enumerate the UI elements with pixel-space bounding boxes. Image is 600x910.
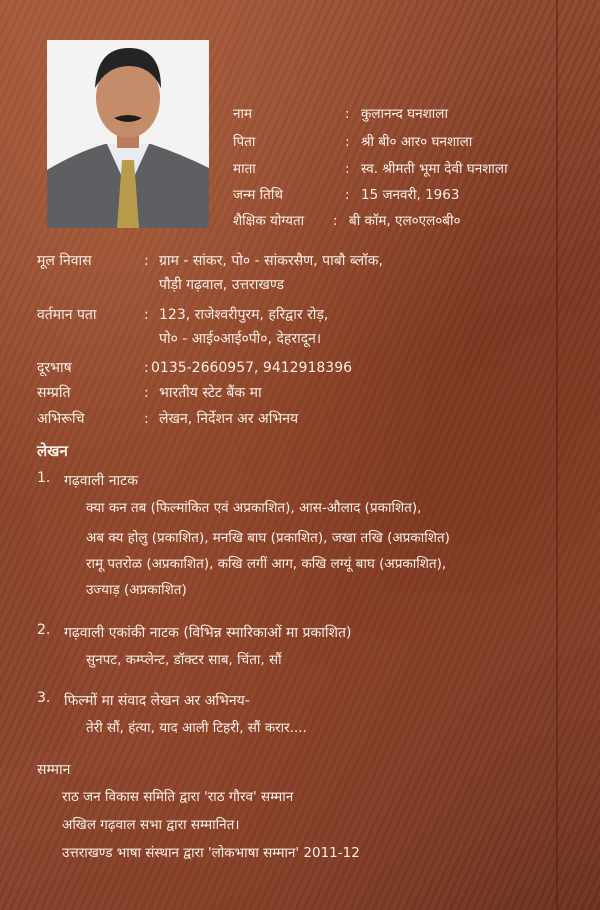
phone-value: 0135-2660957, 9412918396: [151, 360, 353, 376]
interest-label: अभिरूचि: [37, 411, 85, 427]
dob-label: जन्म तिथि: [233, 187, 283, 203]
honor-item-1: राठ जन विकास समिति द्वारा 'राठ गौरव' सम्मान: [62, 789, 294, 805]
current-label: सम्प्रति: [37, 385, 71, 401]
page-fold: [556, 0, 558, 910]
section-2-title: गढ़वाली एकांकी नाटक (विभिन्न स्मारिकाओं मा प्रकाशित): [64, 625, 352, 641]
address-label: वर्तमान पता: [37, 307, 97, 323]
name-label: नाम: [233, 106, 253, 122]
colon: :: [144, 385, 149, 401]
name-value: कुलानन्द घनशाला: [361, 106, 448, 122]
father-label: पिता: [233, 134, 256, 150]
section-1-number: 1.: [37, 470, 51, 486]
education-value: बी कॉम, एल०एल०बी०: [349, 213, 461, 229]
mother-value: स्व. श्रीमती भूमा देवी घनशाला: [361, 161, 508, 177]
section-2-line-1: सुनपट, कम्प्लेन्ट, डॉक्टर साब, चिंता, सौं: [86, 652, 282, 668]
dob-value: 15 जनवरी, 1963: [361, 187, 460, 203]
portrait-photo: [47, 40, 209, 228]
education-label: शैक्षिक योग्यता: [233, 213, 305, 229]
colon: :: [333, 213, 338, 229]
native-line-1: ग्राम - सांकर, पो० - सांकरसैण, पाबौ ब्लॉक,: [159, 253, 384, 269]
colon: :: [144, 253, 149, 269]
section-1-line-2: अब क्य होलु (प्रकाशित), मनखि बाघ (प्रकाशित), जखा तखि (अप्रकाशित): [86, 530, 450, 546]
mother-label: माता: [233, 161, 256, 177]
section-2-number: 2.: [37, 622, 51, 638]
honor-item-2: अखिल गढ़वाल सभा द्वारा सम्मानित।: [62, 817, 240, 833]
current-value: भारतीय स्टेट बैंक मा: [159, 385, 262, 401]
colon: :: [345, 161, 350, 177]
section-1-line-3: रामू पतरोळ (अप्रकाशित), कखि लगीं आग, कखि लग्यूं बाघ (अप्रकाशित),: [86, 556, 447, 572]
honor-item-3: उत्तराखण्ड भाषा संस्थान द्वारा 'लोकभाषा सम्मान' 2011-12: [62, 845, 360, 861]
section-1-title: गढ़वाली नाटक: [64, 473, 138, 489]
native-line-2: पौड़ी गढ़वाल, उत्तराखण्ड: [159, 277, 285, 293]
section-3-number: 3.: [37, 690, 51, 706]
native-label: मूल निवास: [37, 253, 92, 269]
honors-heading: सम्मान: [37, 762, 71, 778]
interest-value: लेखन, निर्देशन अर अभिनय: [159, 411, 299, 427]
colon: :: [144, 307, 149, 323]
colon: :: [144, 360, 149, 376]
section-1-line-4: उज्याड़ (अप्रकाशित): [86, 582, 187, 598]
writing-heading: लेखन: [37, 442, 68, 460]
address-line-2: पो० - आई०आई०पी०, देहरादून।: [159, 331, 322, 347]
section-1-line-1: क्या कन तब (फिल्मांकित एवं अप्रकाशित), आस-औलाद (प्रकाशित),: [86, 500, 422, 516]
colon: :: [345, 134, 350, 150]
colon: :: [345, 106, 350, 122]
father-value: श्री बी० आर० घनशाला: [361, 134, 473, 150]
section-3-title: फिल्मों मा संवाद लेखन अर अभिनय-: [64, 693, 250, 709]
address-line-1: 123, राजेश्वरीपुरम, हरिद्वार रोड़,: [159, 307, 329, 323]
colon: :: [144, 411, 149, 427]
phone-label: दूरभाष: [37, 360, 72, 376]
colon: :: [345, 187, 350, 203]
section-3-line-1: तेरी सौं, हंत्या, याद आली टिहरी, सौं करार....: [86, 720, 307, 736]
